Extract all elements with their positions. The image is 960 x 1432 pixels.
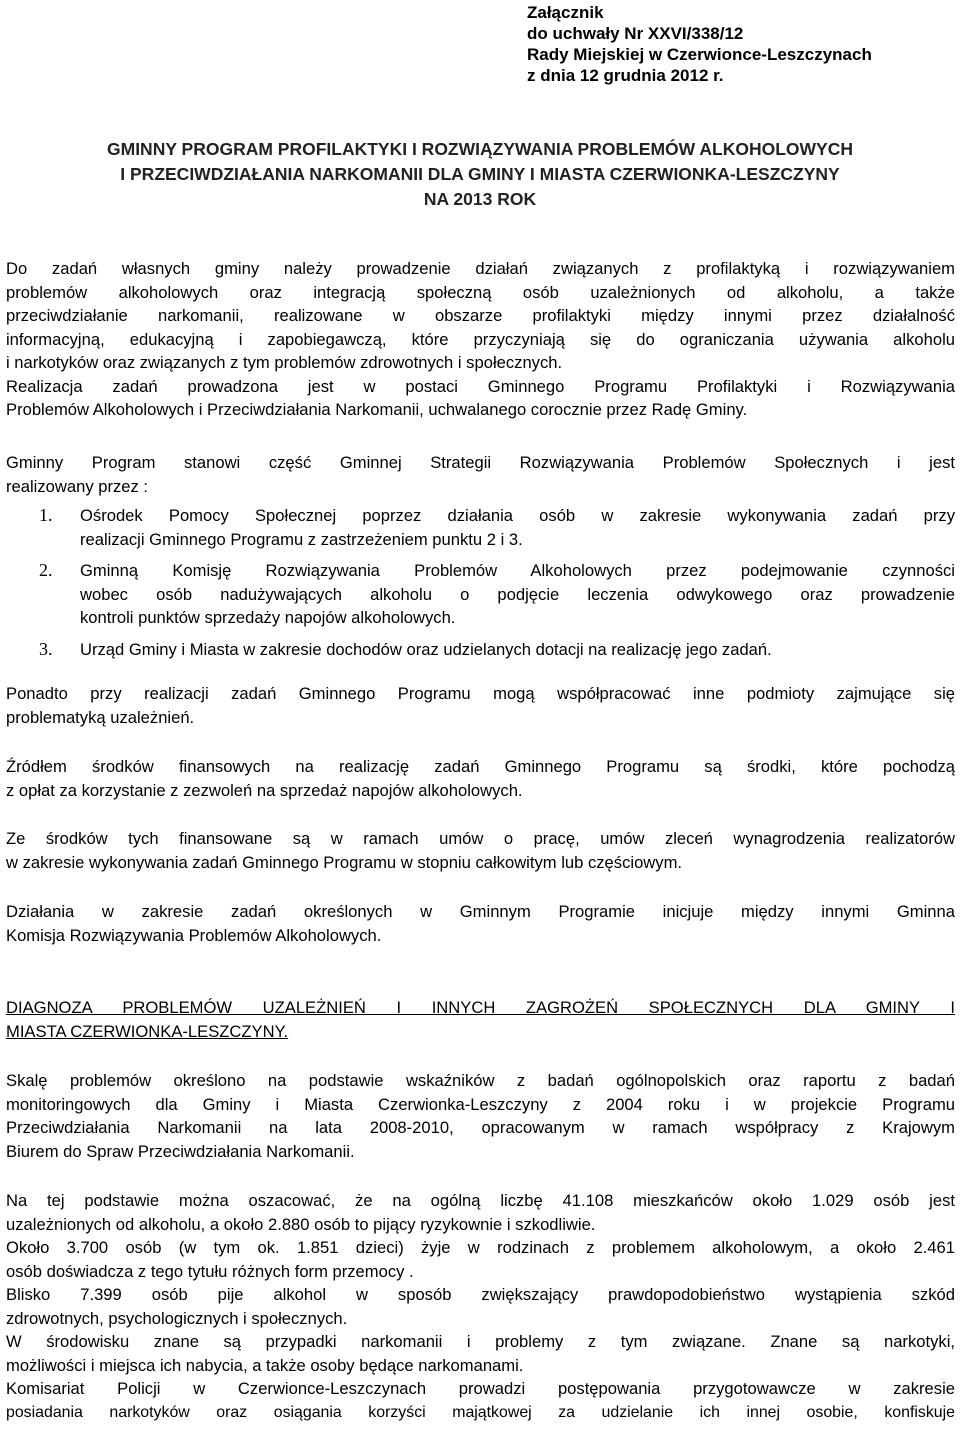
text-line: Ponadto przy realizacji zadań Gminnego Programu mogą współpracować inne podmioty zajmujące się: [6, 684, 955, 703]
text-line: przeciwdziałanie narkomanii, realizowane w obszarze profilaktyki między innymi przez działalność: [6, 306, 955, 325]
implementers-list: [6, 504, 955, 661]
text-line: problematyką uzależnień.: [6, 707, 195, 727]
text-line: posiadania narkotyków oraz osiągania korzyści majątkowej za udzielanie ich innej osobie, konfiskuje: [6, 1403, 955, 1421]
text-line: Około 3.700 osób (w tym ok. 1.851 dzieci) żyje w rodzinach z problemem alkoholowym, a około 2.461: [6, 1238, 955, 1257]
text-line: problemów alkoholowych oraz integracją społeczną osób uzależnionych od alkoholu, a także: [6, 282, 955, 302]
text-line: Blisko 7.399 osób pije alkohol w sposób zwiększający prawdopodobieństwo wystąpienia szkód: [6, 1285, 955, 1304]
text-line: Gminną Komisję Rozwiązywania Problemów Alkoholowych przez podejmowanie czynności: [80, 561, 955, 580]
text-line: zdrowotnych, psychologicznych i społecznych.: [6, 1308, 348, 1328]
list-item: [6, 504, 955, 551]
header-line: Rady Miejskiej w Czerwionce-Leszczynach: [527, 45, 872, 64]
header-line: z dnia 12 grudnia 2012 r.: [527, 66, 724, 85]
text-line: osób doświadcza z tego tytułu różnych form przemocy .: [6, 1261, 414, 1281]
section-heading: [6, 996, 955, 1043]
text-line: z opłat za korzystanie z zezwoleń na sprzedaż napojów alkoholowych.: [6, 780, 523, 800]
paragraph-tasks: [6, 257, 955, 422]
list-number: 2.: [39, 560, 53, 580]
text-line: Ze środków tych finansowane są w ramach umów o pracę, umów zleceń wynagrodzenia realizatorów: [6, 829, 955, 848]
text-line: możliwości i miejsca ich nabycia, a także osoby będące narkomanami.: [6, 1355, 524, 1375]
text-line: Na tej podstawie można oszacować, że na ogólną liczbę 41.108 mieszkańców około 1.029 osób jest: [6, 1191, 955, 1210]
text-line: Do zadań własnych gminy należy prowadzenie działań związanych z profilaktyką i rozwiązywaniem: [6, 259, 955, 278]
title-line: I PRZECIWDZIAŁANIA NARKOMANII DLA GMINY I MIASTA CZERWIONKA-LESZCZYNY: [120, 164, 840, 184]
text-line: realizowany przez :: [6, 476, 149, 496]
paragraph-commission: [6, 900, 955, 947]
text-line: Biurem do Spraw Przeciwdziałania Narkomanii.: [6, 1141, 355, 1161]
header-line: Załącznik: [527, 3, 604, 22]
paragraph-cooperation: [6, 682, 955, 729]
text-line: W środowisku znane są przypadki narkomanii i problemy z tym związane. Znane są narkotyki,: [6, 1332, 955, 1351]
paragraph-funding-use: [6, 827, 955, 874]
header-line: do uchwały Nr XXVI/338/12: [527, 24, 744, 43]
paragraph-funding-source: [6, 755, 955, 802]
text-line: Gminny Program stanowi część Gminnej Strategii Rozwiązywania Problemów Społecznych i jest: [6, 453, 955, 472]
paragraph-program-scope: [6, 451, 955, 498]
list-item: [6, 638, 955, 662]
text-line: Źródłem środków finansowych na realizację zadań Gminnego Programu są środki, które pochodzą: [6, 757, 955, 776]
list-number: 3.: [39, 638, 53, 659]
document-title: [0, 137, 960, 212]
text-line: wobec osób nadużywających alkoholu o podjęcie leczenia odwykowego oraz prowadzenie: [80, 584, 955, 604]
text-line: Komisariat Policji w Czerwionce-Leszczynach prowadzi postępowania przygotowawcze w zakresie: [6, 1379, 955, 1398]
title-line: NA 2013 ROK: [423, 189, 537, 209]
text-line: kontroli punktów sprzedaży napojów alkoholowych.: [80, 608, 456, 627]
text-line: Realizacja zadań prowadzona jest w postaci Gminnego Programu Profilaktyki i Rozwiązywania: [6, 376, 955, 396]
text-line: monitoringowych dla Gminy i Miasta Czerwionka-Leszczyny z 2004 roku i w projekcie Programu: [6, 1094, 955, 1114]
list-item: [6, 559, 955, 630]
title-line: GMINNY PROGRAM PROFILAKTYKI I ROZWIĄZYWANIA PROBLEMÓW ALKOHOLOWYCH: [107, 139, 853, 159]
paragraph-diagnosis-basis: [6, 1069, 955, 1163]
list-number: 1.: [39, 505, 53, 525]
text-line: Przeciwdziałania Narkomanii na lata 2008-2010, opracowanym w ramach współpracy z Krajowym: [6, 1118, 955, 1137]
heading-line: MIASTA CZERWIONKA-LESZCZYNY.: [6, 1021, 289, 1041]
text-line: Ośrodek Pomocy Społecznej poprzez działania osób w zakresie wykonywania zadań przy: [80, 506, 955, 525]
text-line: informacyjną, edukacyjną i zapobiegawczą, które przyczyniają się do ograniczania używania alkoholu: [6, 329, 955, 349]
text-line: w zakresie wykonywania zadań Gminnego Programu w stopniu całkowitym lub częściowym.: [6, 852, 683, 872]
text-line: Komisja Rozwiązywania Problemów Alkoholowych.: [6, 925, 382, 945]
text-line: Urząd Gminy i Miasta w zakresie dochodów oraz udzielanych dotacji na realizację jego zadań.: [80, 639, 772, 659]
text-line: uzależnionych od alkoholu, a około 2.880 osób to pijący ryzykownie i szkodliwie.: [6, 1214, 596, 1234]
text-line: i narkotyków oraz związanych z tym problemów zdrowotnych i społecznych.: [6, 353, 563, 372]
paragraph-estimates: [6, 1189, 955, 1424]
heading-line: DIAGNOZA PROBLEMÓW UZALEŻNIEŃ I INNYCH ZAGROŻEŃ SPOŁECZNYCH DLA GMINY I: [6, 998, 955, 1017]
text-line: Problemów Alkoholowych i Przeciwdziałania Narkomanii, uchwalanego corocznie przez Radę Gminy.: [6, 400, 748, 419]
text-line: Działania w zakresie zadań określonych w Gminnym Programie inicjuje między innymi Gminna: [6, 902, 955, 921]
attachment-header: [527, 2, 872, 86]
text-line: realizacji Gminnego Programu z zastrzeżeniem punktu 2 i 3.: [80, 529, 523, 549]
text-line: Skalę problemów określono na podstawie wskaźników z badań ogólnopolskich oraz raportu z badań: [6, 1071, 955, 1090]
